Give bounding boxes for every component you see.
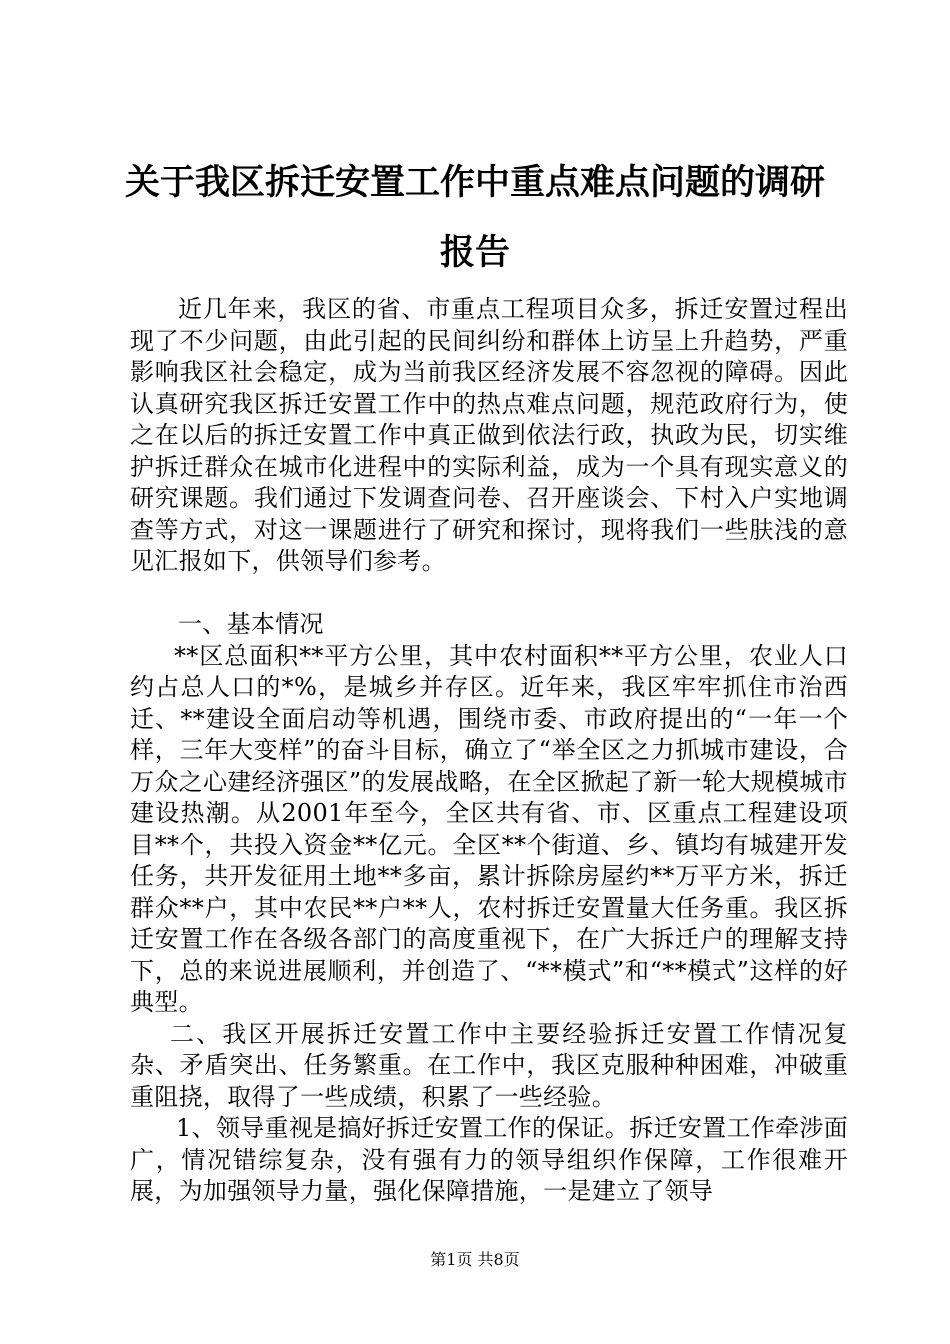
page-footer: 第1页 共8页 — [430, 1250, 520, 1269]
document-title: 关于我区拆迁安置工作中重点难点问题的调研报告 — [124, 162, 825, 273]
document-body — [130, 294, 848, 1208]
section1-paragraph: **区总面积**平方公里，其中农村面积**平方公里，农业人口约占总人口的*%，是城乡并存区。近年来，我区牢牢抓住市治西迁、**建设全面启动等机遇，围绕市委、市政府提出的“一年一个样，三年大变样”的奋斗目标，确立了“举全区之力抓城市建设，合万众之心建经济强区”的发展战略，在全区掀起了新一轮大规模城市建设热潮。从2001年至今，全区共有省、市、区重点工程建设项目**个，共投入资金**亿元。全区**个街道、乡、镇均有城建开发任务，共开发征用土地**多亩，累计拆除房屋约**万平方米，拆迁群众**户，其中农民**户**人，农村拆迁安置量大任务重。我区拆迁安置工作在各级各部门的高度重视下，在广大拆迁户的理解支持下，总的来说进展顺利，并创造了、“**模式”和“**模式”这样的好典型。 — [130, 641, 848, 1016]
item1-paragraph: 1、领导重视是搞好拆迁安置工作的保证。拆迁安置工作牵涉面广，情况错综复杂，没有强有力的领导组织作保障，工作很难开展，为加强领导力量，强化保障措施，一是建立了领导 — [130, 1114, 848, 1205]
section1-heading: 一、基本情况 — [178, 610, 324, 638]
intro-paragraph: 近几年来，我区的省、市重点工程项目众多，拆迁安置过程出现了不少问题，由此引起的民间纠纷和群体上访呈上升趋势，严重影响我区社会稳定，成为当前我区经济发展不容忽视的障碍。因此认真研究我区拆迁安置工作中的热点难点问题，规范政府行为，使之在以后的拆迁安置工作中真正做到依法行政，执政为民，切实维护拆迁群众在城市化进程中的实际利益，成为一个具有现实意义的研究课题。我们通过下发调查问卷、召开座谈会、下村入户实地调查等方式，对这一课题进行了研究和探讨，现将我们一些肤浅的意见汇报如下，供领导们参考。 — [130, 295, 848, 575]
section2-paragraph: 二、我区开展拆迁安置工作中主要经验拆迁安置工作情况复杂、矛盾突出、任务繁重。在工作中，我区克服种种困难，冲破重重阻挠，取得了一些成绩，积累了一些经验。 — [130, 1019, 848, 1111]
